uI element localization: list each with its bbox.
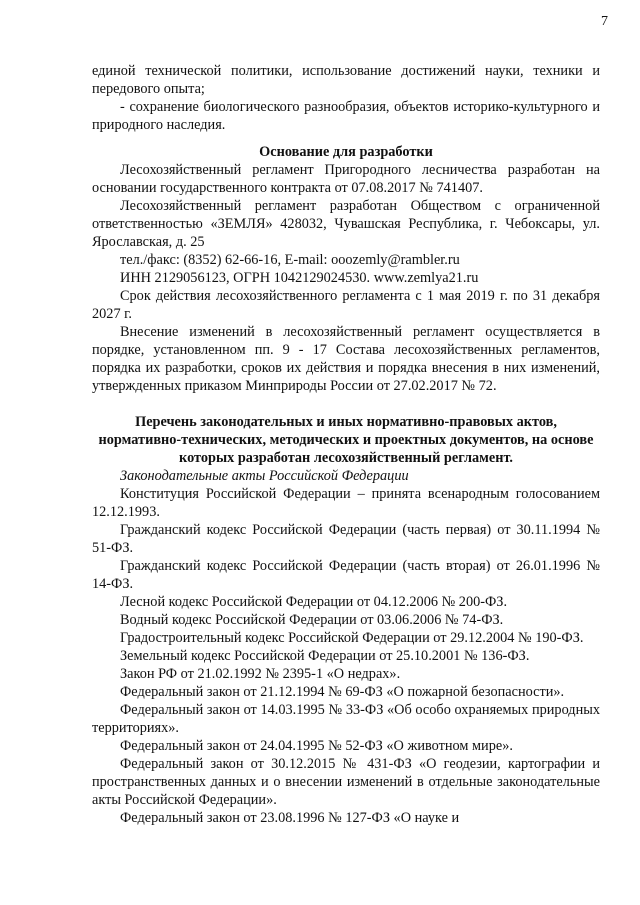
list-item: Федеральный закон от 21.12.1994 № 69-ФЗ «О пожарной безопасности». [120,684,565,700]
page-number: 7 [601,14,608,29]
paragraph: Лесохозяйственный регламент разработан Обществом с ограниченной ответственностью «ЗЕМЛЯ» 428032, Чувашская Республика, г. Чебоксары, ул. Ярославская, д. 25 [92,198,600,250]
paragraph: тел./факс: (8352) 62-66-16, E-mail: ooozemly@rambler.ru [120,252,460,268]
list-item: Гражданский кодекс Российской Федерации (часть первая) от 30.11.1994 № 51-ФЗ. [92,522,600,556]
paragraph: ИНН 2129056123, ОГРН 1042129024530. www.zemlya21.ru [120,270,479,286]
list-item: Гражданский кодекс Российской Федерации (часть вторая) от 26.01.1996 № 14-ФЗ. [92,558,600,592]
page-body [92,62,600,827]
list-item: Градостроительный кодекс Российской Федерации от 29.12.2004 № 190-ФЗ. [120,630,584,646]
list-item: Федеральный закон от 24.04.1995 № 52-ФЗ «О животном мире». [120,738,513,754]
section-heading: Перечень законодательных и иных нормативно-правовых актов, нормативно-технических, методических и проектных документов, на основе которых разработан лесохозяйственный регламент. [98,414,594,466]
paragraph: Срок действия лесохозяйственного регламента с 1 мая 2019 г. по 31 декабря 2027 г. [92,288,600,322]
paragraph: - сохранение биологического разнообразия, объектов историко-культурного и природного наследия. [92,99,600,133]
list-item: Федеральный закон от 30.12.2015 № 431-ФЗ «О геодезии, картографии и пространственных данных и о внесении изменений в отдельные законодательные акты Российской Федерации». [92,756,600,808]
list-item: Закон РФ от 21.02.1992 № 2395-1 «О недрах». [120,666,401,682]
list-item: Водный кодекс Российской Федерации от 03.06.2006 № 74-ФЗ. [120,612,504,628]
list-item: Конституция Российской Федерации – принята всенародным голосованием 12.12.1993. [92,486,600,520]
section-heading: Основание для разработки [259,144,433,160]
list-item: Федеральный закон от 14.03.1995 № 33-ФЗ «Об особо охраняемых природных территориях». [92,702,600,736]
paragraph: Внесение изменений в лесохозяйственный регламент осуществляется в порядке, установленном пп. 9 - 17 Состава лесохозяйственных регламентов, порядка их разработки, сроков их действия и порядка внесения в них изменений, утвержденных приказом Минприроды России от 27.02.2017 № 72. [92,324,600,394]
paragraph: единой технической политики, использование достижений науки, техники и передового опыта; [92,63,600,97]
list-item: Лесной кодекс Российской Федерации от 04.12.2006 № 200-ФЗ. [120,594,508,610]
subsection-heading: Законодательные акты Российской Федерации [120,468,409,484]
list-item: Федеральный закон от 23.08.1996 № 127-ФЗ «О науке и [120,810,460,826]
paragraph: Лесохозяйственный регламент Пригородного лесничества разработан на основании государственного контракта от 07.08.2017 № 741407. [92,162,600,196]
list-item: Земельный кодекс Российской Федерации от 25.10.2001 № 136-ФЗ. [120,648,530,664]
